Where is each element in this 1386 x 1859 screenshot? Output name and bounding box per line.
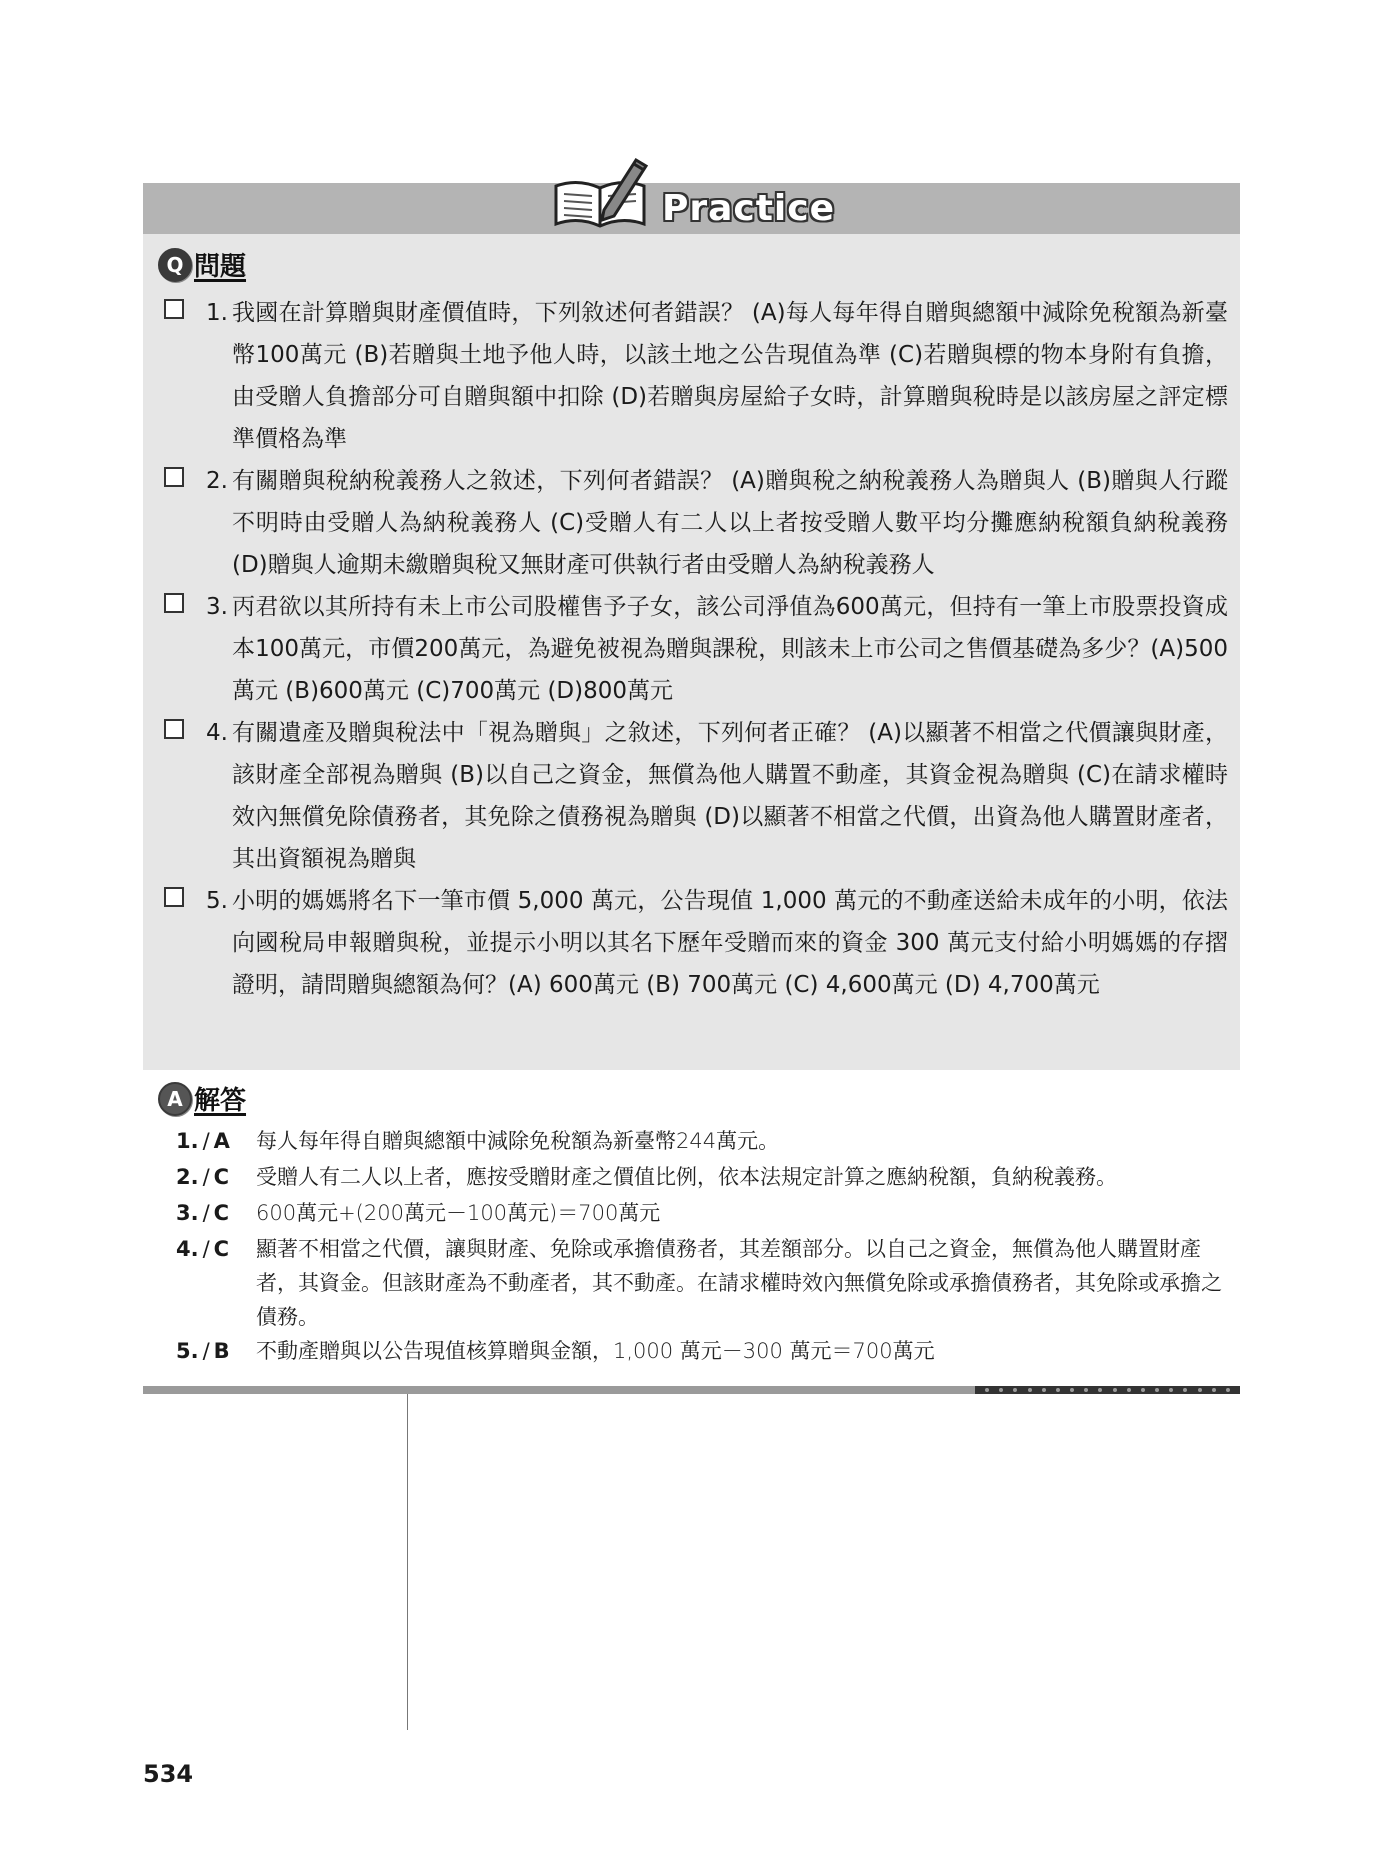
answer-2-text: 受贈人有二人以上者，應按受贈財產之價值比例，依本法規定計算之應納稅額，負納稅義務。 — [256, 1165, 1117, 1189]
page-number: 534 — [143, 1760, 194, 1788]
answer-5-text: 不動產贈與以公告現值核算贈與金額，1,000 萬元－300 萬元＝700萬元 — [256, 1339, 935, 1363]
questions-label: 問題 — [194, 252, 247, 282]
practice-banner — [143, 183, 1240, 234]
question-1-text: 我國在計算贈與財產價值時，下列敘述何者錯誤？ (A)每人每年得自贈與總額中減除免稅額為新臺幣100萬元 (B)若贈與土地予他人時，以該土地之公告現值為準 (C)若贈與標的物本身附有負擔，由受贈人負擔部分可自贈與額中扣除 (D)若贈與房屋給子女時，計算贈與稅時是以該房屋之評定標準價格為準 — [232, 300, 1228, 452]
notes-divider — [407, 1394, 408, 1730]
open-book-pencil-icon — [548, 152, 652, 232]
answer-5-key: 5. / B — [176, 1339, 230, 1363]
q-badge-icon: Q — [158, 248, 192, 282]
answer-2-key: 2. / C — [176, 1165, 230, 1189]
practice-title: Practice — [661, 188, 836, 229]
question-3-checkbox[interactable] — [164, 593, 184, 613]
question-5-number: 5. — [206, 888, 228, 914]
question-2-text: 有關贈與稅納稅義務人之敘述，下列何者錯誤？ (A)贈與稅之納稅義務人為贈與人 (B)贈與人行蹤不明時由受贈人為納稅義務人 (C)受贈人有二人以上者按受贈人數平均分攤應納稅額負納稅義務 (D)贈與人逾期未繳贈與稅又無財產可供執行者由受贈人為納稅義務人 — [232, 468, 1228, 578]
answer-3-text: 600萬元+(200萬元－100萬元)＝700萬元 — [256, 1201, 661, 1225]
question-2-checkbox[interactable] — [164, 467, 184, 487]
footer-rule-dots — [975, 1386, 1240, 1394]
question-3-text: 丙君欲以其所持有未上市公司股權售予子女，該公司淨值為600萬元，但持有一筆上市股票投資成本100萬元，市價200萬元，為避免被視為贈與課稅，則該未上市公司之售價基礎為多少？(A)500萬元 (B)600萬元 (C)700萬元 (D)800萬元 — [232, 594, 1228, 704]
question-4-number: 4. — [206, 720, 228, 746]
question-1-checkbox[interactable] — [164, 299, 184, 319]
question-3-number: 3. — [206, 594, 228, 620]
answer-4-text: 顯著不相當之代價，讓與財產、免除或承擔債務者，其差額部分。以自己之資金，無償為他人購置財產者，其資金。但該財產為不動產者，其不動產。在請求權時效內無償免除或承擔債務者，其免除或承擔之債務。 — [256, 1237, 1222, 1329]
question-4-text: 有關遺產及贈與稅法中「視為贈與」之敘述，下列何者正確？ (A)以顯著不相當之代價讓與財產，該財產全部視為贈與 (B)以自己之資金，無償為他人購置不動產，其資金視為贈與 (C)在請求權時效內無償免除債務者，其免除之債務視為贈與 (D)以顯著不相當之代價，出資為他人購置財產者，其出資額視為贈與 — [232, 720, 1228, 872]
question-5-checkbox[interactable] — [164, 887, 184, 907]
answers-label: 解答 — [194, 1086, 247, 1116]
answer-4-key: 4. / C — [176, 1237, 230, 1261]
questions-heading — [158, 246, 246, 283]
answer-1-key: 1. / A — [176, 1129, 230, 1153]
question-5-text: 小明的媽媽將名下一筆市價 5,000 萬元，公告現值 1,000 萬元的不動產送給未成年的小明，依法向國稅局申報贈與稅，並提示小明以其名下歷年受贈而來的資金 300 萬元支付給小明媽媽的存摺證明，請問贈與總額為何？(A) 600萬元 (B) 700萬元 (C) 4,600萬元 (D) 4,700萬元 — [232, 888, 1228, 998]
answer-3-key: 3. / C — [176, 1201, 230, 1225]
answers-heading — [158, 1080, 246, 1117]
question-4-checkbox[interactable] — [164, 719, 184, 739]
question-2-number: 2. — [206, 468, 228, 494]
a-badge-icon: A — [158, 1082, 192, 1116]
question-1-number: 1. — [206, 300, 228, 326]
answer-1-text: 每人每年得自贈與總額中減除免稅額為新臺幣244萬元。 — [256, 1129, 780, 1153]
